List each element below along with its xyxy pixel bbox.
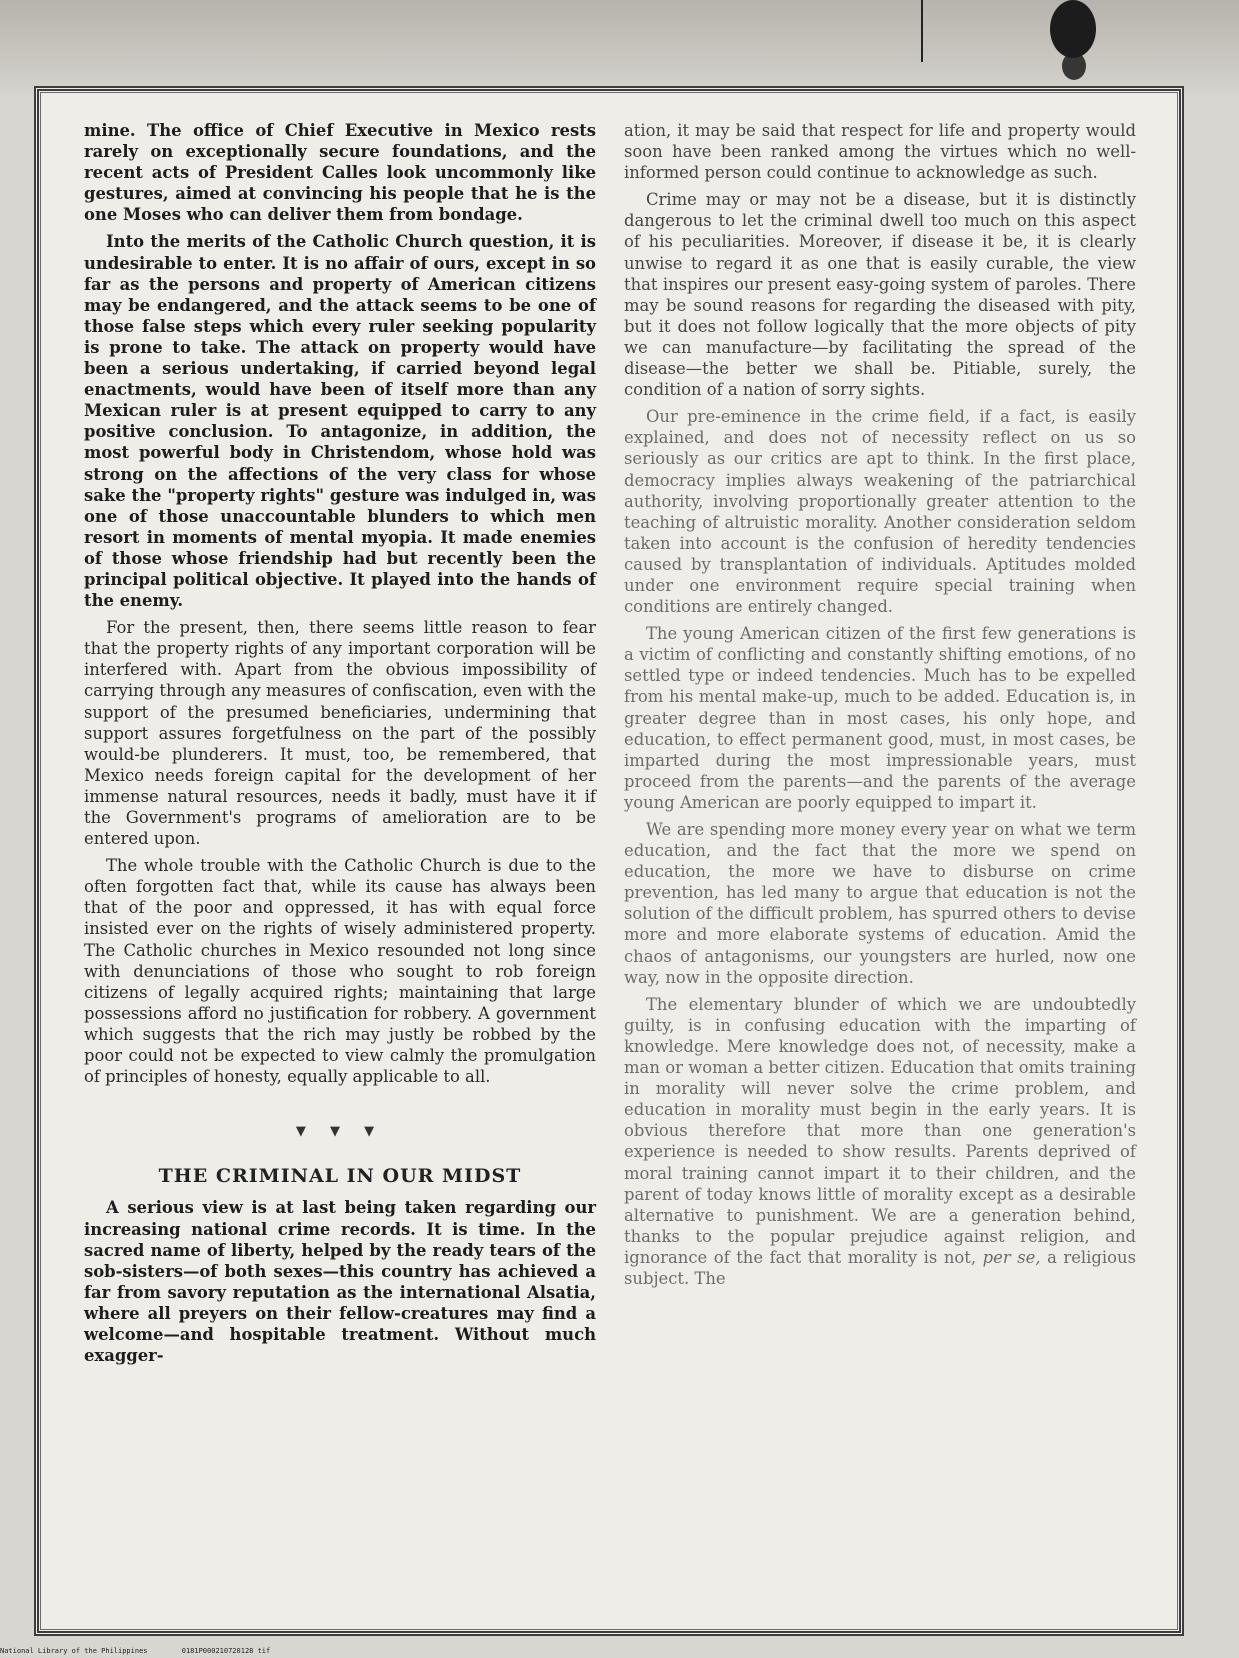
paragraph: We are spending more money every year on what we term education, and the fact that the more we spend on education, the more we have to disburse on crime prevention, has led many to argue that education is not the solution of the difficult problem, has spurred others to devise more and more elaborate systems of education. Amid the chaos of antagonisms, our youngsters are hurled, now one way, now in the opposite direction.	[624, 820, 1136, 987]
ink-streak	[921, 0, 923, 62]
italic-phrase: per se,	[982, 1247, 1041, 1267]
paragraph	[624, 994, 1136, 1289]
paragraph: mine. The office of Chief Executive in Mexico rests rarely on exceptionally secure foundations, and the recent acts of President Calles look uncommonly like gestures, aimed at convincing his people that he is the one Moses who can deliver them from bondage.	[84, 121, 596, 225]
scan-footer	[0, 1647, 270, 1655]
left-column	[84, 120, 596, 1372]
paragraph: ation, it may be said that respect for life and property would soon have been ranked among the virtues which no well-informed person could continue to acknowledge as such.	[624, 121, 1136, 183]
library-name: National Library of the Philippines	[0, 1647, 148, 1655]
ink-blot	[1050, 0, 1096, 58]
ink-blot	[1062, 52, 1086, 80]
paragraph: Into the merits of the Catholic Church question, it is undesirable to enter. It is no affair of ours, except in so far as the persons and property of American citizens may be endangered, and the attack seems to be one of those false steps which every ruler seeking popularity is prone to take. The attack on property would have been a serious undertaking, if carried beyond legal enactments, would have been of itself more than any Mexican ruler is at present equipped to carry to any positive conclusion. To antagonize, in addition, the most powerful body in Christendom, whose hold was strong on the affections of the very class for whose sake the "property rights" gesture was indulged in, was one of those unaccountable blunders to which men resort in moments of mental myopia. It made enemies of those whose friendship had but recently been the principal political objective. It played into the hands of the enemy.	[84, 232, 596, 611]
paragraph: The whole trouble with the Catholic Church is due to the often forgotten fact that, while its cause has always been that of the poor and oppressed, it has with equal force insisted ever on the rights of wisely administered property. The Catholic churches in Mexico resounded not long since with denunciations of those who sought to rob foreign citizens of legally acquired rights; maintaining that large possessions afford no justification for robbery. A government which suggests that the rich may justly be robbed by the poor could not be expected to view calmly the promulgation of principles of honesty, equally applicable to all.	[84, 856, 596, 1087]
paragraph: For the present, then, there seems little reason to fear that the property rights of any important corporation will be interfered with. Apart from the obvious impossibility of carrying through any measures of confiscation, even with the support of the presumed beneficiaries, undermining that support assures forgetfulness on the part of the possibly would-be plunderers. It must, too, be remembered, that Mexico needs foreign capital for the development of her immense natural resources, needs it badly, must have it if the Government's programs of amelioration are to be entered upon.	[84, 618, 596, 849]
section-ornament: ▼ ▼ ▼	[295, 1124, 385, 1140]
paragraph: A serious view is at last being taken regarding our increasing national crime records. It is time. In the sacred name of liberty, helped by the ready tears of the sob-sisters—of both sexes—this country has achieved a far from savory reputation as the international Alsatia, where all preyers on their fellow-creatures may find a welcome—and hospitable treatment. Without much exagger-	[84, 1198, 596, 1366]
paragraph: Crime may or may not be a disease, but it is distinctly dangerous to let the criminal dwell too much on this aspect of his peculiarities. Moreover, if disease it be, it is clearly unwise to regard it as one that is easily curable, the view that inspires our present easy-going system of paroles. There may be sound reasons for regarding the diseased with pity, but it does not follow logically that the more objects of pity we can manufacture—by facilitating the spread of the disease—the better we shall be. Pitiable, surely, the condition of a nation of sorry sights.	[624, 190, 1136, 400]
section-heading: THE CRIMINAL IN OUR MIDST	[158, 1165, 522, 1188]
file-id: 0181P000210720128 tif	[181, 1647, 271, 1655]
paragraph: Our pre-eminence in the crime field, if a fact, is easily explained, and does not of necessity reflect on us so seriously as our critics are apt to think. In the first place, democracy implies always weakening of the patriarchical authority, involving proportionally greater attention to the teaching of altruistic morality. Another consideration seldom taken into account is the confusion of heredity tendencies caused by transplantation of individuals. Aptitudes molded under one environment require special training when conditions are entirely changed.	[624, 407, 1136, 617]
right-column	[624, 120, 1136, 1295]
paragraph-text: a religious subject. The	[624, 1247, 1136, 1288]
paragraph: The young American citizen of the first few generations is a victim of conflicting and constantly shifting emotions, of no settled type or indeed tendencies. Much has to be expelled from his mental make-up, much to be added. Education is, in greater degree than in most cases, his only hope, and education, to effect permanent good, must, in most cases, be imparted during the most impressionable years, must proceed from the parents—and the parents of the average young American are poorly equipped to impart it.	[624, 624, 1136, 812]
paragraph-text: The elementary blunder of which we are undoubtedly guilty, is in confusing education with the imparting of knowledge. Mere knowledge does not, of necessity, make a man or woman a better citizen. Education that omits training in morality will never solve the crime problem, and education in morality must begin in the early years. It is obvious therefore that more than one generation's experience is needed to show results. Parents deprived of moral training cannot impart it to their children, and the parent of today knows little of morality except as a desirable alternative to punishment. We are a generation behind, thanks to the popular prejudice against religion, and ignorance of the fact that morality is not,	[624, 994, 1136, 1267]
